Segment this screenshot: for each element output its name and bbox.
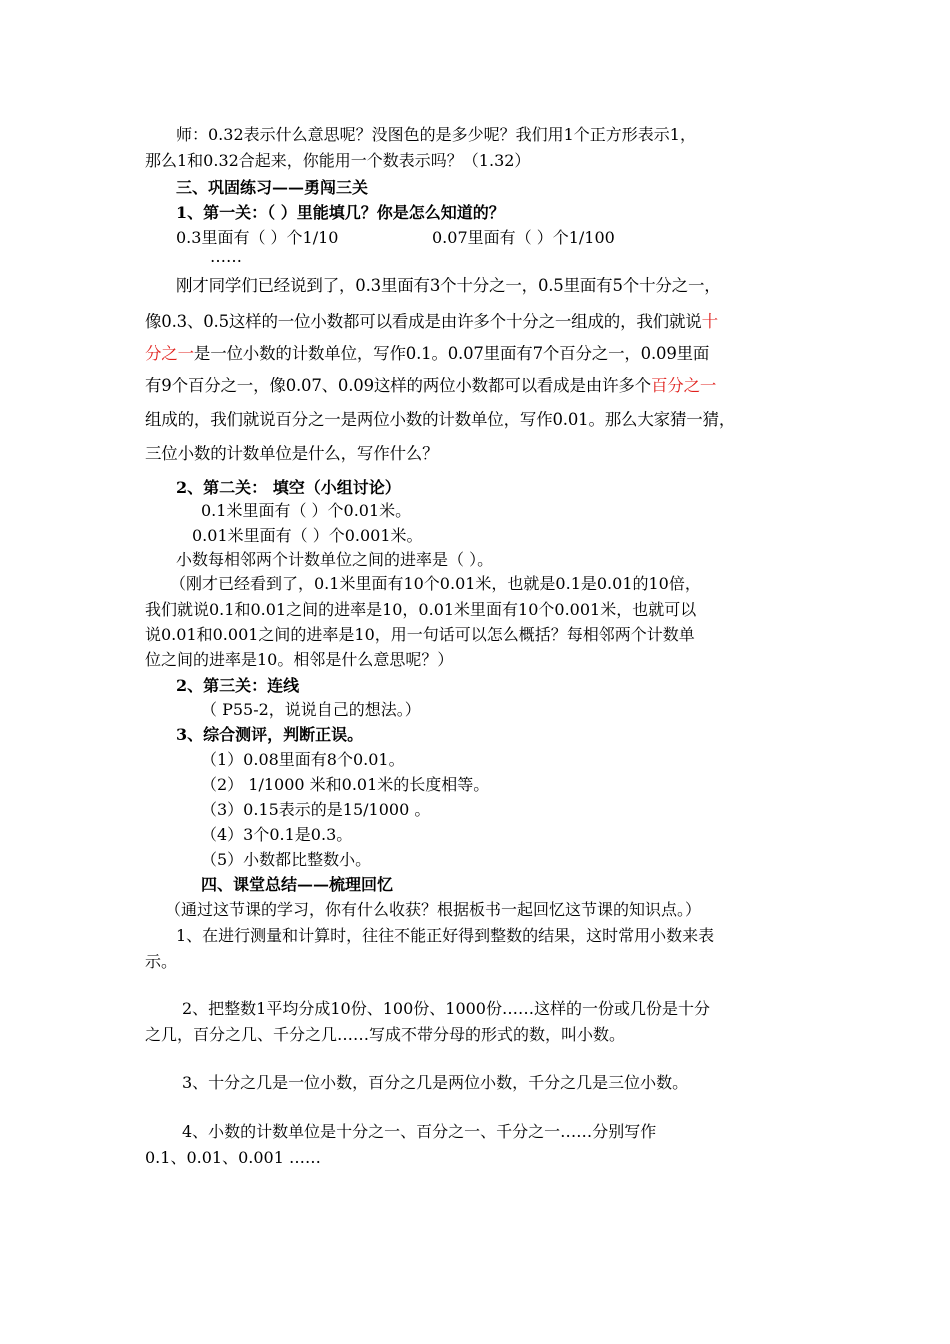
test-item: （4）3个0.1是0.3。 <box>201 825 353 844</box>
highlight-text: 分之一 <box>145 344 194 363</box>
level-3-title: 2、第三关：连线 <box>176 676 300 695</box>
level-2-title: 2、第二关： 填空（小组讨论） <box>176 478 401 497</box>
level-1-paragraph-line-2 <box>145 311 718 333</box>
level-1-paragraph-line-3 <box>145 343 709 365</box>
test-title: 3、综合测评，判断正误。 <box>176 725 364 744</box>
section-3-title: 三、巩固练习——勇闯三关 <box>176 178 369 197</box>
level-1-ellipsis: …… <box>210 247 242 266</box>
paragraph-text: 是一位小数的计数单位，写作0.1。0.07里面有7个百分之一，0.09里面 <box>193 344 710 363</box>
summary-point-2-line-2: 之几，百分之几、千分之几‥‥‥写成不带分母的形式的数，叫小数。 <box>145 1025 626 1044</box>
level-3-note: （ P55-2，说说自己的想法。） <box>201 700 421 719</box>
level-2-paragraph-line-2: 我们就说0.1和0.01之间的进率是10，0.01米里面有10个0.001米，也就可以 <box>145 600 697 619</box>
summary-point-2-line-1: 2、把整数1平均分成10份、100份、1000份‥‥‥这样的一份或几份是十分 <box>182 999 710 1018</box>
summary-point-4-line-1: 4、小数的计数单位是十分之一、百分之一、千分之一‥‥‥分别写作 <box>182 1122 657 1141</box>
summary-point-4-line-2: 0.1、0.01、0.001 ‥‥‥ <box>145 1148 321 1167</box>
test-item: （5）小数都比整数小。 <box>201 850 372 869</box>
summary-point-3: 3、十分之几是一位小数，百分之几是两位小数，千分之几是三位小数。 <box>182 1073 689 1092</box>
test-item: （1）0.08里面有8个0.01。 <box>201 750 405 769</box>
level-1-title: 1、第一关：（ ）里能填几？你是怎么知道的？ <box>176 203 505 222</box>
summary-intro: （通过这节课的学习，你有什么收获？根据板书一起回忆这节课的知识点。） <box>165 900 702 919</box>
summary-point-1-line-1: 1、在进行测量和计算时，往往不能正好得到整数的结果，这时常用小数来表 <box>176 926 715 945</box>
intro-line-1: 师：0.32表示什么意思呢？没图色的是多少呢？我们用1个正方形表示1， <box>176 125 696 144</box>
level-2-paragraph-line-1: （刚才已经看到了，0.1米里面有10个0.01米，也就是0.1是0.01的10倍， <box>170 574 701 593</box>
intro-line-2: 那么1和0.32合起来，你能用一个数表示吗？（1.32） <box>145 151 531 170</box>
level-1-paragraph-line-4 <box>145 375 716 397</box>
highlight-text: 百分之一 <box>650 376 717 395</box>
level-2-paragraph-line-3: 说0.01和0.001之间的进率是10，用一句话可以怎么概括？每相邻两个计数单 <box>145 625 695 644</box>
paragraph-text: 有9个百分之一，像0.07、0.09这样的两位小数都可以看成是由许多个 <box>145 376 651 395</box>
level-1-paragraph-line-6: 三位小数的计数单位是什么，写作什么？ <box>145 444 439 463</box>
level-1-question-1: 0.3里面有（ ）个1/10 <box>176 228 339 247</box>
paragraph-text: 像0.3、0.5这样的一位小数都可以看成是由许多个十分之一组成的，我们就说 <box>145 312 702 331</box>
section-4-title: 四、课堂总结——梳理回忆 <box>201 875 394 894</box>
test-item: （3）0.15表示的是15/1000 。 <box>201 800 431 819</box>
test-item: （2） 1/1000 米和0.01米的长度相等。 <box>201 775 490 794</box>
level-1-paragraph-line-5: 组成的，我们就说百分之一是两位小数的计数单位，写作0.01。那么大家猜一猜， <box>145 410 736 429</box>
summary-point-1-line-2: 示。 <box>145 952 178 971</box>
level-2-question-2: 0.01米里面有（ ）个0.001米。 <box>192 526 423 545</box>
level-2-question-3: 小数每相邻两个计数单位之间的进率是（ ）。 <box>176 550 494 569</box>
level-2-question-1: 0.1米里面有（ ）个0.01米。 <box>201 501 412 520</box>
highlight-text: 十 <box>701 312 718 331</box>
level-2-paragraph-line-4: 位之间的进率是10。相邻是什么意思呢？） <box>145 650 454 669</box>
level-1-paragraph-line-1: 刚才同学们已经说到了，0.3里面有3个十分之一，0.5里面有5个十分之一， <box>176 276 721 295</box>
level-1-question-2: 0.07里面有（ ）个1/100 <box>432 228 615 247</box>
